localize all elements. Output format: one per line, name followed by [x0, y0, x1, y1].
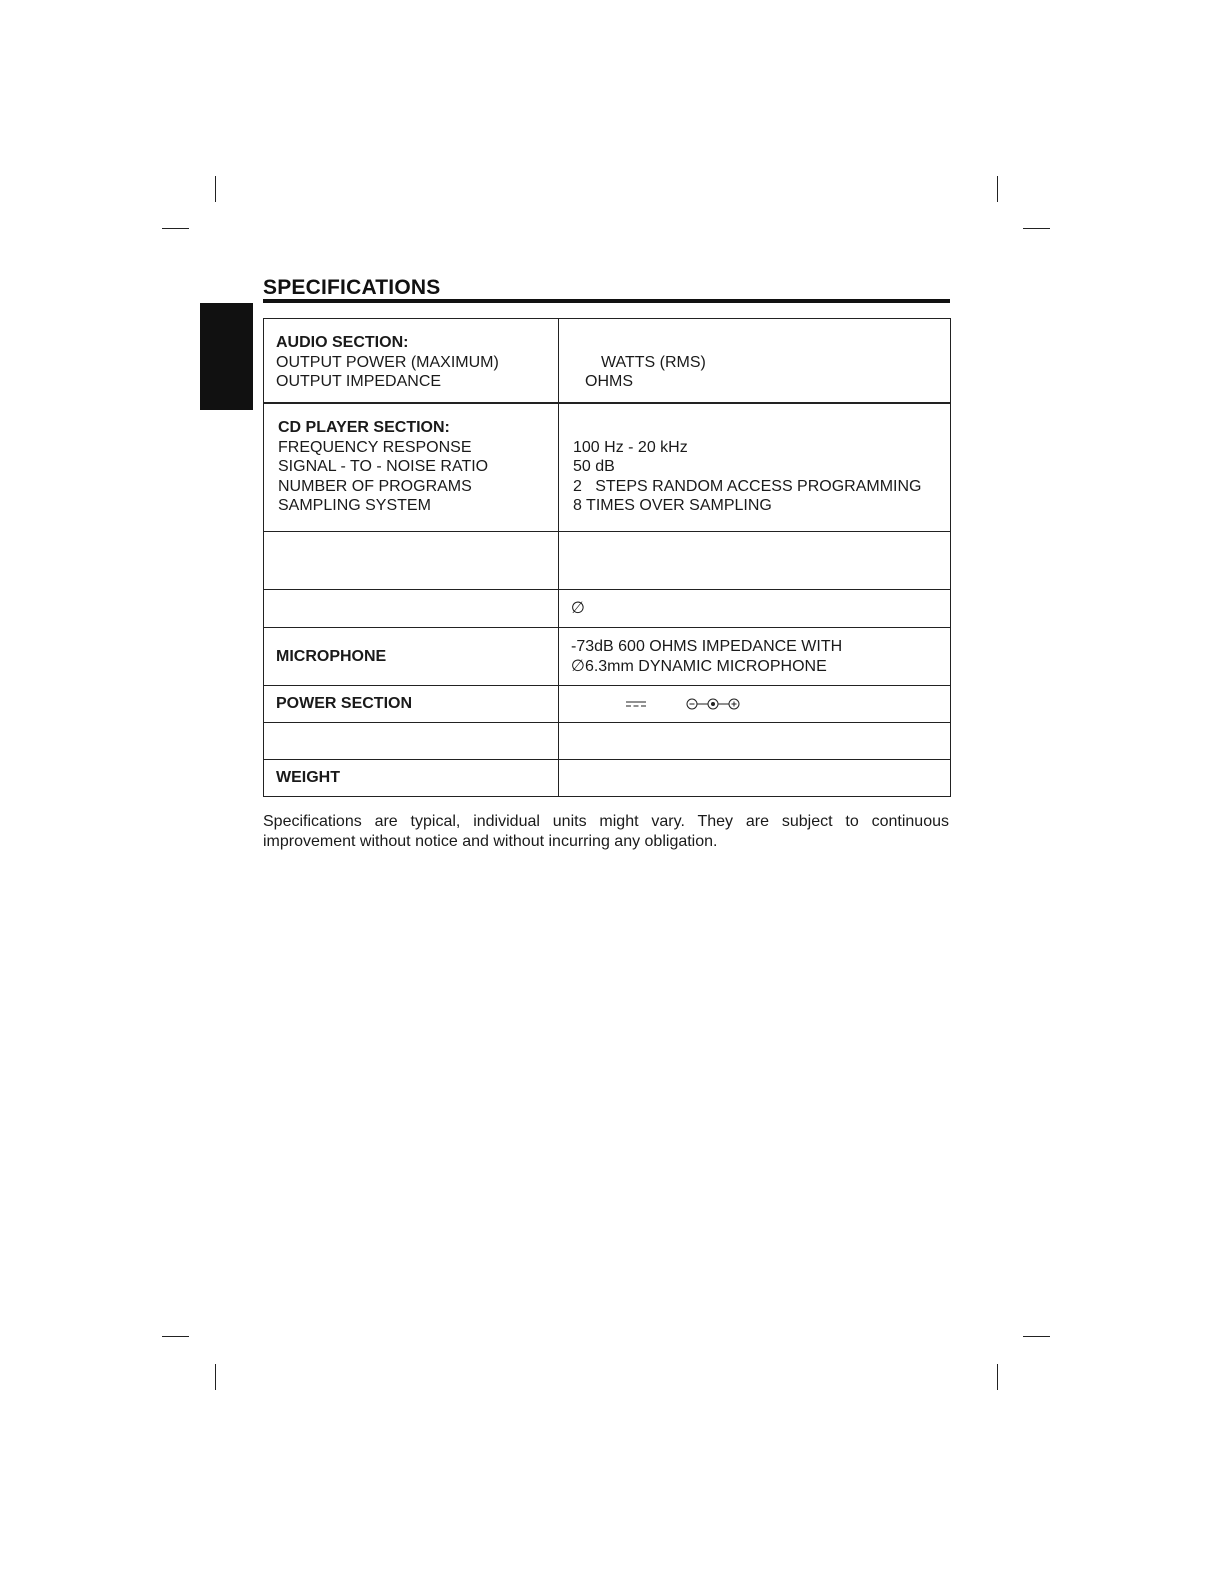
diameter-symbol: ∅: [571, 599, 585, 617]
crop-mark: [1023, 1336, 1050, 1337]
crop-mark: [162, 1336, 189, 1337]
audio-labels: [264, 319, 559, 402]
weight-label: WEIGHT: [276, 769, 340, 787]
blank-value-cell-2: [559, 723, 950, 759]
crop-mark: [215, 1364, 216, 1390]
table-row-microphone: [264, 627, 950, 685]
diameter-value-cell: [559, 590, 950, 627]
audio-values: [559, 319, 950, 402]
audio-heading: AUDIO SECTION:: [276, 334, 409, 351]
blank-label-cell: [264, 532, 559, 589]
power-label-cell: [264, 686, 559, 722]
audio-label-output-power: OUTPUT POWER (MAXIMUM): [276, 353, 499, 371]
section-tab-marker: [200, 303, 253, 410]
cd-value-programs: 2 STEPS RANDOM ACCESS PROGRAMMING: [573, 477, 922, 495]
weight-label-cell: [264, 760, 559, 796]
table-row-blank-2: [264, 722, 950, 759]
cd-labels: [264, 404, 559, 531]
cd-label-frequency-response: FREQUENCY RESPONSE: [278, 438, 472, 456]
audio-value-output-impedance: OHMS: [585, 373, 633, 390]
cd-heading: CD PLAYER SECTION:: [278, 419, 450, 436]
footnote-line-1: Specifications are typical, individual units might vary. They are subject to continuous: [263, 813, 949, 830]
audio-label-output-impedance: OUTPUT IMPEDANCE: [276, 373, 442, 390]
blank-value-cell: [559, 532, 950, 589]
table-row-audio: [264, 318, 950, 402]
cd-values: [559, 404, 950, 531]
power-value-cell: [559, 686, 950, 722]
table-row-blank: [264, 531, 950, 589]
microphone-label-cell: [264, 628, 559, 685]
cd-label-sampling: SAMPLING SYSTEM: [278, 497, 431, 514]
crop-mark: [1023, 228, 1050, 229]
table-row-diameter: [264, 589, 950, 627]
table-row-weight: [264, 759, 950, 797]
cd-value-sampling: 8 TIMES OVER SAMPLING: [573, 497, 772, 514]
title-underline: [263, 299, 950, 303]
table-row-cd-player: [264, 402, 950, 531]
diameter-label-cell: [264, 590, 559, 627]
spec-table: [263, 318, 951, 797]
cd-value-frequency-response: 100 Hz - 20 kHz: [573, 438, 688, 456]
dc-current-icon: [626, 700, 646, 708]
microphone-label: MICROPHONE: [276, 647, 387, 665]
microphone-values: [559, 628, 950, 685]
table-row-power: [264, 685, 950, 722]
weight-value-cell: [559, 760, 950, 796]
cd-label-snr: SIGNAL - TO - NOISE RATIO: [278, 458, 489, 475]
cd-value-snr: 50 dB: [573, 458, 615, 475]
microphone-value-impedance: -73dB 600 OHMS IMPEDANCE WITH: [571, 638, 843, 655]
crop-mark: [215, 176, 216, 202]
power-label: POWER SECTION: [276, 695, 413, 713]
crop-mark: [997, 176, 998, 202]
page-title: SPECIFICATIONS: [263, 276, 441, 299]
center-positive-polarity-icon: [686, 698, 740, 710]
blank-label-cell-2: [264, 723, 559, 759]
microphone-value-type: ∅6.3mm DYNAMIC MICROPHONE: [571, 657, 827, 675]
crop-mark: [162, 228, 189, 229]
audio-value-output-power: WATTS (RMS): [601, 353, 706, 371]
cd-label-programs: NUMBER OF PROGRAMS: [278, 477, 472, 495]
crop-mark: [997, 1364, 998, 1390]
footnote-line-2: improvement without notice and without incurring any obligation.: [263, 832, 718, 850]
specifications-disclaimer: [263, 812, 949, 851]
